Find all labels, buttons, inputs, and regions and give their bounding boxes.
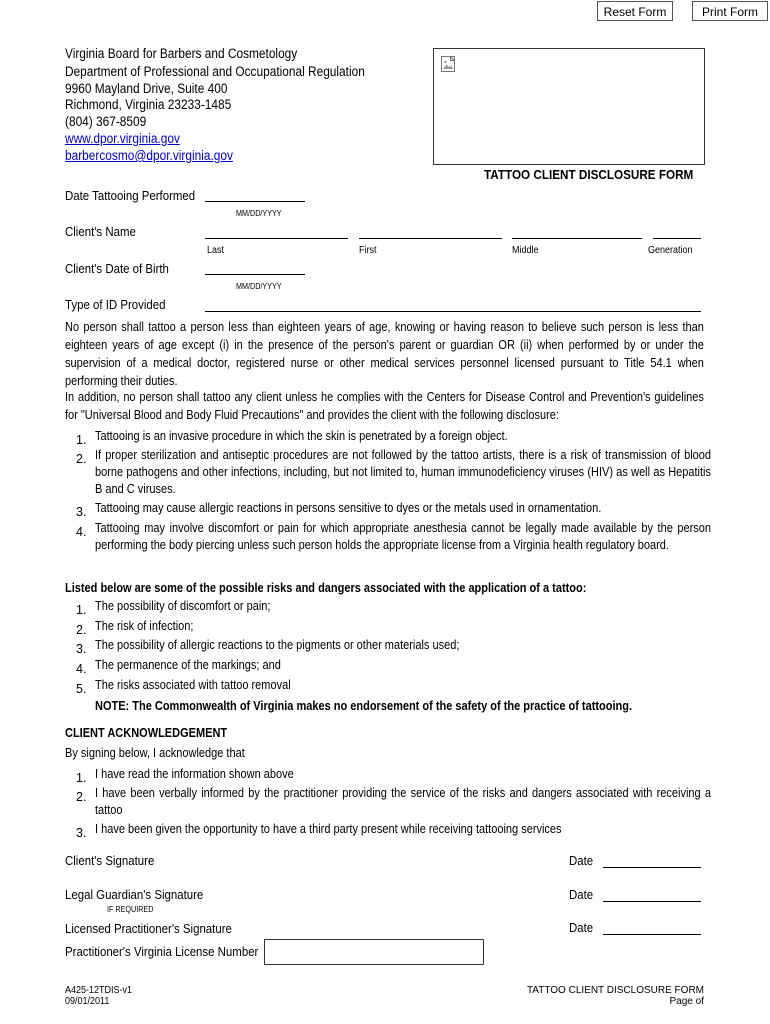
risk-text: The possibility of allergic reactions to the pigments or other materials used; bbox=[95, 638, 460, 652]
guardian-signature-date-label: Date bbox=[569, 887, 594, 902]
id-type-field[interactable] bbox=[205, 311, 701, 312]
last-name-caption: Last bbox=[207, 245, 225, 256]
client-first-name-field[interactable] bbox=[359, 238, 502, 239]
agency-email-link[interactable]: barbercosmo@dpor.virginia.gov bbox=[65, 148, 233, 163]
guardian-signature-label: Legal Guardian's Signature bbox=[65, 887, 204, 902]
list-number: 2. bbox=[76, 790, 87, 804]
agency-department: Department of Professional and Occupational Regulation bbox=[65, 64, 365, 79]
agency-name: Virginia Board for Barbers and Cosmetology bbox=[65, 46, 298, 61]
acknowledgement-intro: By signing below, I acknowledge that bbox=[65, 746, 245, 760]
dob-label: Client's Date of Birth bbox=[65, 261, 169, 276]
list-number: 3. bbox=[76, 505, 87, 519]
form-date: 09/01/2011 bbox=[65, 996, 110, 1007]
agency-website-link[interactable]: www.dpor.virginia.gov bbox=[65, 131, 180, 146]
client-signature-date-field[interactable] bbox=[603, 867, 701, 868]
list-number: 1. bbox=[76, 433, 87, 447]
client-name-label: Client's Name bbox=[65, 224, 136, 239]
disclosure-text: If proper sterilization and antiseptic procedures are not followed by the tattoo artists, there is a risk of transmission of blood borne pathogens and other infections, including, but not limited to, human immunodeficiency viruses (HIV) as well as Hepatitis B and C viruses. bbox=[95, 448, 711, 496]
risk-text: The risks associated with tattoo removal bbox=[95, 678, 291, 692]
agency-city: Richmond, Virginia 23233-1485 bbox=[65, 97, 232, 112]
acknowledgement-text: I have read the information shown above bbox=[95, 767, 294, 781]
agency-phone: (804) 367-8509 bbox=[65, 114, 147, 129]
guardian-signature-date-field[interactable] bbox=[603, 901, 701, 902]
list-number: 2. bbox=[76, 623, 87, 637]
date-performed-label: Date Tattooing Performed bbox=[65, 188, 196, 203]
list-number: 1. bbox=[76, 771, 87, 785]
age-restriction-paragraph: No person shall tattoo a person less than eighteen years of age, knowing or having reason to believe such person is less than eighteen years of age except (i) in the presence of the person's parent or guardian OR (ii) when performed by or under the supervision of a medical doctor, registered nurse or other medical services personnel licensed pursuant to Title 54.1 when performing their duties. bbox=[65, 320, 704, 388]
photo-upload-box[interactable] bbox=[433, 48, 705, 165]
list-number: 4. bbox=[76, 662, 87, 676]
client-last-name-field[interactable] bbox=[205, 238, 348, 239]
list-number: 2. bbox=[76, 452, 87, 466]
practitioner-signature-label: Licensed Practitioner's Signature bbox=[65, 921, 232, 936]
list-number: 3. bbox=[76, 826, 87, 840]
acknowledgement-text: I have been verbally informed by the practitioner providing the service of the risks and dangers associated with receiving a tattoo bbox=[95, 786, 711, 817]
form-id: A425-12TDIS-v1 bbox=[65, 985, 133, 996]
client-generation-field[interactable] bbox=[653, 238, 701, 239]
license-number-input[interactable] bbox=[264, 939, 484, 965]
footer-form-name: TATTOO CLIENT DISCLOSURE FORM bbox=[526, 985, 704, 996]
disclosure-text: Tattooing may involve discomfort or pain for which appropriate anesthesia cannot be legally made available by the person performing the body piercing unless such person holds the appropriate license from a Virginia health regulatory board. bbox=[95, 521, 711, 552]
client-middle-name-field[interactable] bbox=[512, 238, 642, 239]
dob-field[interactable] bbox=[205, 274, 305, 275]
agency-street: 9960 Mayland Drive, Suite 400 bbox=[65, 81, 228, 96]
disclosure-text: Tattooing may cause allergic reactions in persons sensitive to dyes or the metals used in ornamentation. bbox=[95, 501, 602, 515]
acknowledgement-heading: CLIENT ACKNOWLEDGEMENT bbox=[65, 726, 228, 740]
middle-name-caption: Middle bbox=[512, 245, 539, 256]
reset-form-button[interactable]: Reset Form bbox=[597, 1, 673, 21]
cdc-guidelines-paragraph: In addition, no person shall tattoo any client unless he complies with the Centers for Disease Control and Prevention's guidelines for "Universal Blood and Body Fluid Precautions" and provides the client with the following disclosure: bbox=[65, 390, 704, 422]
list-number: 3. bbox=[76, 642, 87, 656]
license-number-label: Practitioner's Virginia License Number bbox=[65, 944, 259, 959]
practitioner-signature-date-label: Date bbox=[569, 920, 594, 935]
list-number: 5. bbox=[76, 682, 87, 696]
dob-hint: MM/DD/YYYY bbox=[236, 282, 282, 291]
print-form-button[interactable]: Print Form bbox=[692, 1, 768, 21]
first-name-caption: First bbox=[359, 245, 377, 256]
acknowledgement-text: I have been given the opportunity to have a third party present while receiving tattooing services bbox=[95, 822, 562, 836]
date-performed-hint: MM/DD/YYYY bbox=[236, 209, 282, 218]
practitioner-signature-date-field[interactable] bbox=[603, 934, 701, 935]
form-title: TATTOO CLIENT DISCLOSURE FORM bbox=[484, 167, 694, 182]
risk-text: The risk of infection; bbox=[95, 619, 194, 633]
date-performed-field[interactable] bbox=[205, 201, 305, 202]
risk-text: The possibility of discomfort or pain; bbox=[95, 599, 271, 613]
client-signature-label: Client's Signature bbox=[65, 853, 155, 868]
list-number: 1. bbox=[76, 603, 87, 617]
client-signature-date-label: Date bbox=[569, 853, 594, 868]
endorsement-note: NOTE: The Commonwealth of Virginia makes no endorsement of the safety of the practice of tattooing. bbox=[95, 699, 633, 713]
guardian-required-note: IF REQUIRED bbox=[107, 905, 154, 914]
id-type-label: Type of ID Provided bbox=[65, 297, 166, 312]
list-number: 4. bbox=[76, 525, 87, 539]
image-icon bbox=[440, 55, 458, 73]
risk-text: The permanence of the markings; and bbox=[95, 658, 281, 672]
risks-heading: Listed below are some of the possible risks and dangers associated with the application of a tattoo: bbox=[65, 581, 587, 595]
disclosure-text: Tattooing is an invasive procedure in which the skin is penetrated by a foreign object. bbox=[95, 429, 508, 443]
generation-caption: Generation bbox=[648, 245, 693, 256]
footer-page-number: Page of bbox=[669, 996, 704, 1007]
